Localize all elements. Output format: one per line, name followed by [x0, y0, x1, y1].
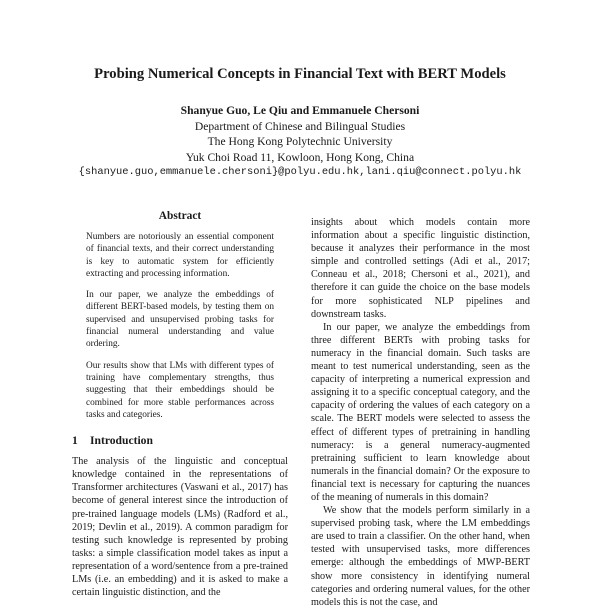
left-column — [72, 210, 288, 599]
abstract-heading: Abstract — [158, 210, 202, 222]
section-number: 1 — [72, 434, 78, 448]
section-title: Introduction — [90, 434, 153, 448]
paper-title: Probing Numerical Concepts in Financial Text with BERT Models — [94, 66, 506, 82]
abstract-body — [72, 231, 288, 421]
author-email: {shanyue.guo,emmanuele.chersoni}@polyu.edu.hk,lani.qiu@connect.polyu.hk — [78, 166, 522, 179]
author-names: Shanyue Guo, Le Qiu and Emmanuele Chersoni — [180, 104, 420, 117]
intro-paragraph: In our paper, we analyze the embeddings from three different BERTs with probing tasks for numeracy in the financial domain. Such tasks are meant to test numerical understanding, seen as the capacity of interpreting a numerical expression and assigning it to a specific conceptual category, and the capacity of ordering the values of each category on a scale. The BERT models were selected to assess the effect of different types of pretraining in handling numeracy: is a general numeracy-augmented pretraining sufficient to learn knowledge about numerals in the financial domain? Or the exposure to financial text is necessary for capturing the nuances of the meaning of numerals in this domain? — [311, 321, 530, 503]
intro-paragraph: The analysis of the linguistic and conceptual knowledge contained in the representations of Transformer architectures (Vaswani et al., 2017) has become of general interest since the introduction of pre-trained language models (LMs) (Radford et al., 2019; Devlin et al., 2019). A common paradigm for testing such knowledge is represented by probing tasks: a simple classification model takes as input a representation of a word/sentence from a pre-trained LMs (i.e. an embedding) and it is asked to make a certain linguistic distinction, and the — [72, 456, 288, 599]
intro-paragraph-continued: insights about which models contain more information about a specific linguistic distinction, because it analyzes their performance in the most simple and controlled settings (Adi et al., 2017; Conneau et al., 2018; Chersoni et al., 2021), and therefore it can guide the choice on the base models for more sophisticated NLP pipelines and downstream tasks. — [311, 217, 530, 320]
author-address: Yuk Choi Road 11, Kowloon, Hong Kong, China — [185, 150, 415, 164]
abstract-paragraph: In our paper, we analyze the embeddings of different BERT-based models, by testing them on supervised and unsupervised probing tasks for financial numeral understanding and value ordering. — [86, 290, 274, 350]
abstract-paragraph: Numbers are notoriously an essential component of financial texts, and their correct understanding is key to automatic system for efficiently extracting and processing information. — [86, 232, 274, 279]
intro-paragraph: We show that the models perform similarly in a supervised probing task, where the LM embeddings are used to train a classifier. On the other hand, when tested with unsupervised tasks, more differences emerge: although the embeddings of MWP-BERT show more consistency in identifying numeral categories and ordering numeral values, for the other models this is not the case, and — [311, 505, 530, 608]
right-column — [311, 216, 530, 609]
section-heading-introduction — [72, 434, 288, 447]
author-block — [0, 103, 600, 181]
abstract-paragraph: Our results show that LMs with different types of training have complementary strengths, thus suggesting that their embeddings should be combined for more stable performances across tasks and categories. — [86, 360, 274, 420]
author-university: The Hong Kong Polytechnic University — [207, 135, 393, 149]
author-department: Department of Chinese and Bilingual Studies — [194, 119, 406, 133]
